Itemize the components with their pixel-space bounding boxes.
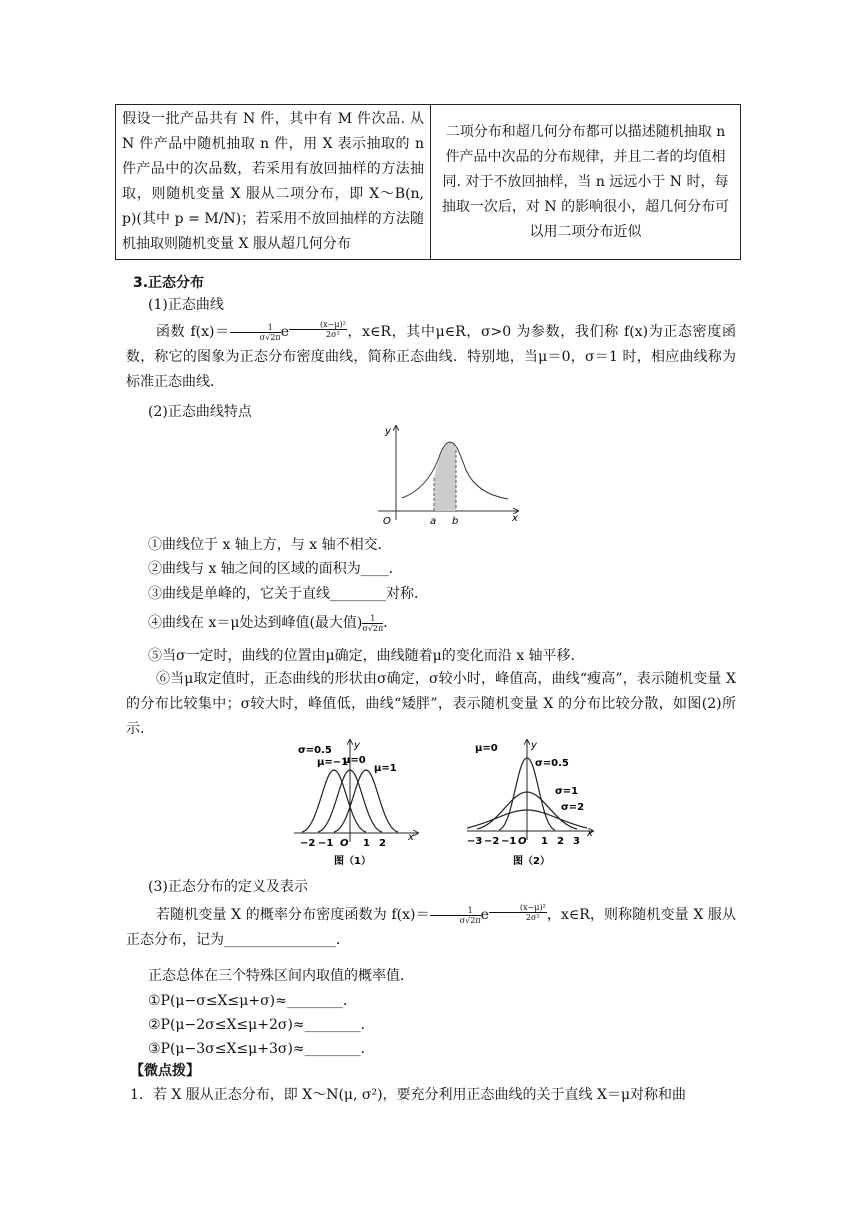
sigma-label: σ=0.5 [298,745,332,756]
svg-text:3: 3 [573,836,580,847]
svg-text:−3: −3 [467,836,483,847]
feature-2: ②曲线与 x 轴之间的区域的面积为____． [148,561,403,577]
comparison-table [115,104,741,260]
exponent-fraction: $\frac{\text{(x−μ)²}}{\text{2σ²}}$ [289,320,347,339]
feature-5: ⑤当σ一定时，曲线的位置由μ确定，曲线随着μ的变化而沿 x 轴平移． [148,648,585,664]
feature-3: ③曲线是单峰的，它关于直线________对称． [148,586,428,602]
svg-text:y: y [354,740,360,751]
svg-text:2: 2 [557,836,564,847]
normal-curve-definition: 函数 f(x)＝ $\frac{1}{\sigma√2\pi}$ e $\frac{\text{(x−μ)²}}{\text{2σ²}}$ ，x∈R，其中μ∈R，σ>0 为参数，我们称 f(x)为正态密度函数，称它的图象为正态分布密度曲线，简称正态曲线．特别地，当μ＝0，σ＝1 时，相应曲线称为标准正态曲线． [126,320,737,390]
svg-text:1: 1 [541,836,548,847]
table-right-cell: 二项分布和超几何分布都可以描述随机抽取 n 件产品中次品的分布规律，并且二者的均值相同. 对于不放回抽样，当 n 远远小于 N 时，每抽取一次后，对 N 的影响很小，超几何分布可以用二项分布近似 [431,105,741,260]
origin-label: O [383,516,391,527]
svg-text:−2: −2 [300,838,316,849]
a-label: a [430,516,437,527]
svg-text:x: x [408,832,414,843]
sigma-1-label: σ=1 [555,786,579,797]
svg-text:2: 2 [379,838,386,849]
table-left-cell: 假设一批产品共有 N 件，其中有 M 件次品. 从 N 件产品中随机抽取 n 件，用 X 表示抽取的 n 件产品中的次品数，若采用有放回抽样的方法抽取，则随机变量 X 服从二项分布，即 X～B(n, p)(其中 p = M/N)；若采用不放回抽样的方法随机抽取则随机变量 X 服从超几何分布 [116,105,431,260]
figure-varying-mu [290,736,430,868]
tip-1: 1．若 X 服从正态分布，即 X～N(μ, σ²)，要充分利用正态曲线的关于直线 X＝μ对称和曲 [130,1087,687,1103]
feature-4: ④曲线在 x＝μ处达到峰值(最大值) $\frac{1}{\sigma√2\pi}$ ． [148,613,398,633]
probability-1-sigma: ①P(μ−σ≤X≤μ+σ)≈________． [148,993,357,1009]
feature-6: ⑥当μ取定值时，正态曲线的形状由σ确定，σ较小时，峰值高，曲线“瘦高”，表示随机变量 X 的分布比较集中；σ较大时，峰值低，曲线“矮胖”，表示随机变量 X 的分布比较分散，如图(2)所示． [126,671,736,737]
coefficient-fraction: $\frac{1}{\sigma√2\pi}$ [230,323,281,342]
subheading-normal-curve: (1)正态曲线 [148,297,224,313]
svg-text:−1: −1 [501,836,517,847]
probability-3-sigma: ③P(μ−3σ≤X≤μ+3σ)≈________． [148,1041,375,1057]
x-axis-label: x [512,513,518,524]
svg-text:x: x [587,828,593,839]
sigma-0-5-label: σ=0.5 [535,758,569,769]
svg-text:−1: −1 [318,838,334,849]
tips-title: 【微点拨】 [130,1063,200,1079]
subheading-curve-features: (2)正态曲线特点 [148,404,252,420]
probability-2-sigma: ②P(μ−2σ≤X≤μ+2σ)≈________． [148,1017,375,1033]
svg-text:O: O [340,838,349,849]
subheading-definition: (3)正态分布的定义及表示 [148,879,308,895]
probability-intro: 正态总体在三个特殊区间内取值的概率值． [148,968,414,984]
svg-text:−2: −2 [484,836,500,847]
sigma-2-label: σ=2 [561,802,585,813]
svg-text:1: 1 [363,838,370,849]
figure-1-caption: 图（1） [334,856,371,867]
normal-distribution-definition: 若随机变量 X 的概率分布密度函数为 f(x)＝ $\frac{1}{\sigma√2\pi}$ e $\frac{\text{(x−μ)²}}{\text{2σ²}}$ ，x∈R，则称随机变量 X 服从正态分布，记为________________． [126,903,736,948]
figure-varying-sigma [463,736,603,868]
mu-1-label: μ=1 [374,763,397,774]
figure-2-caption: 图（2） [513,856,550,867]
feature-1: ①曲线位于 x 轴上方，与 x 轴不相交． [148,537,392,553]
b-label: b [452,516,459,527]
section-title: 3.正态分布 [133,275,205,291]
y-axis-label: y [385,426,391,437]
svg-text:O: O [518,836,527,847]
mu-minus-1-label: μ=−1 [317,757,349,768]
normal-curve-figure [368,420,528,530]
mu-label: μ=0 [475,743,498,754]
mu-0-label: μ=0 [343,755,366,766]
svg-text:y: y [531,740,537,751]
